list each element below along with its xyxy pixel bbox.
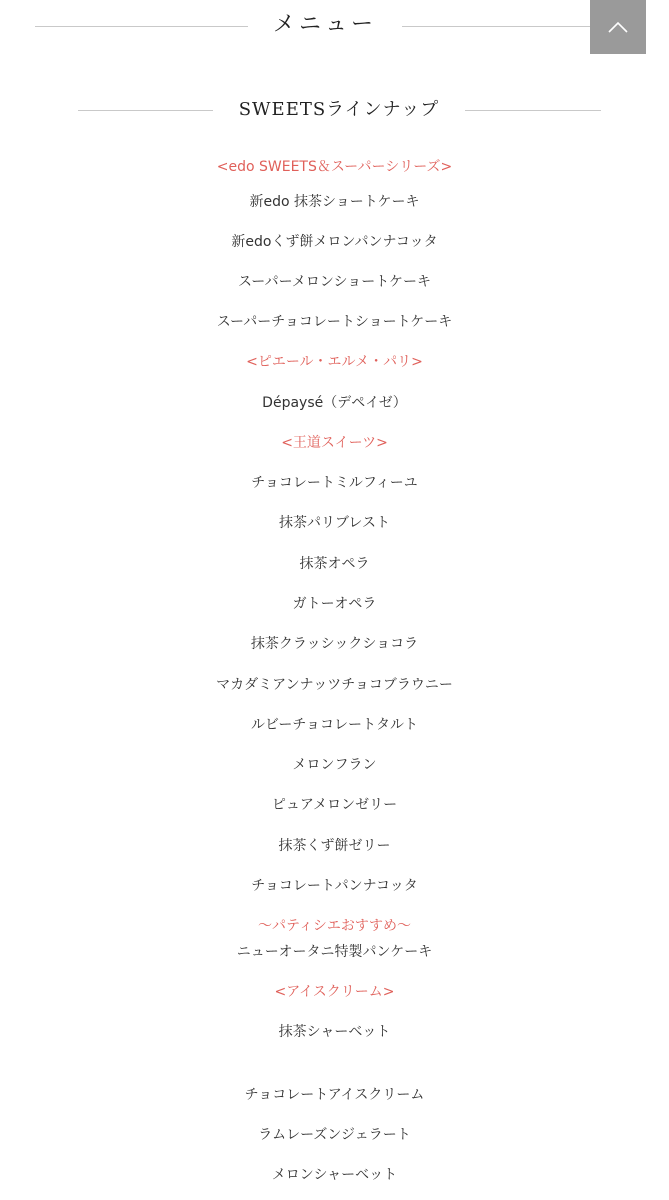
section-divider-right: [465, 110, 601, 111]
scroll-to-top-button[interactable]: [590, 0, 646, 54]
menu-item: チョコレートパンナコッタ: [251, 878, 418, 894]
menu-item: チョコレートアイスクリーム: [244, 1087, 425, 1103]
menu-item: 抹茶オペラ: [299, 556, 370, 572]
page-header: [0, 0, 669, 52]
menu-category: 〜パティシエおすすめ〜: [257, 918, 412, 934]
chevron-up-icon: [607, 20, 629, 34]
menu-item: メロンシャーベット: [271, 1167, 398, 1183]
section-heading: [0, 92, 669, 128]
menu-item: ピュアメロンゼリー: [271, 797, 398, 813]
menu-item: 抹茶クラッシックショコラ: [250, 636, 419, 652]
menu-item: スーパーチョコレートショートケーキ: [216, 314, 453, 330]
menu-item: マカダミアンナッツチョコブラウニー: [216, 677, 453, 693]
menu-item: 抹茶くず餅ゼリー: [278, 838, 391, 854]
header-divider-left: [35, 26, 248, 27]
menu-item: Dépaysé（デペイゼ）: [262, 395, 407, 411]
menu-item: ラムレーズンジェラート: [258, 1127, 411, 1143]
section-divider-left: [78, 110, 213, 111]
menu-item: スーパーメロンショートケーキ: [238, 274, 431, 290]
section-title: SWEETSラインナップ: [238, 99, 440, 120]
menu-item: 新edo 抹茶ショートケーキ: [249, 194, 420, 210]
menu-category: <王道スイーツ>: [281, 435, 388, 451]
menu-category: <ピエール・エルメ・パリ>: [246, 354, 423, 370]
menu-category: <アイスクリーム>: [274, 984, 395, 1000]
menu-category: <edo SWEETS＆スーパーシリーズ>: [216, 159, 453, 175]
menu-item: ガトーオペラ: [292, 596, 377, 612]
menu-item: 新edoくず餅メロンパンナコッタ: [231, 234, 438, 250]
menu-item: ニューオータニ特製パンケーキ: [236, 944, 433, 960]
menu-item: ルビーチョコレートタルト: [250, 717, 419, 733]
menu-item: 抹茶パリブレスト: [278, 515, 391, 531]
menu-item: メロンフラン: [292, 757, 377, 773]
menu-item: チョコレートミルフィーユ: [251, 475, 418, 491]
menu-item: 抹茶シャーベット: [278, 1024, 391, 1040]
header-divider-right: [402, 26, 592, 27]
page-title: メニュー: [272, 12, 377, 37]
